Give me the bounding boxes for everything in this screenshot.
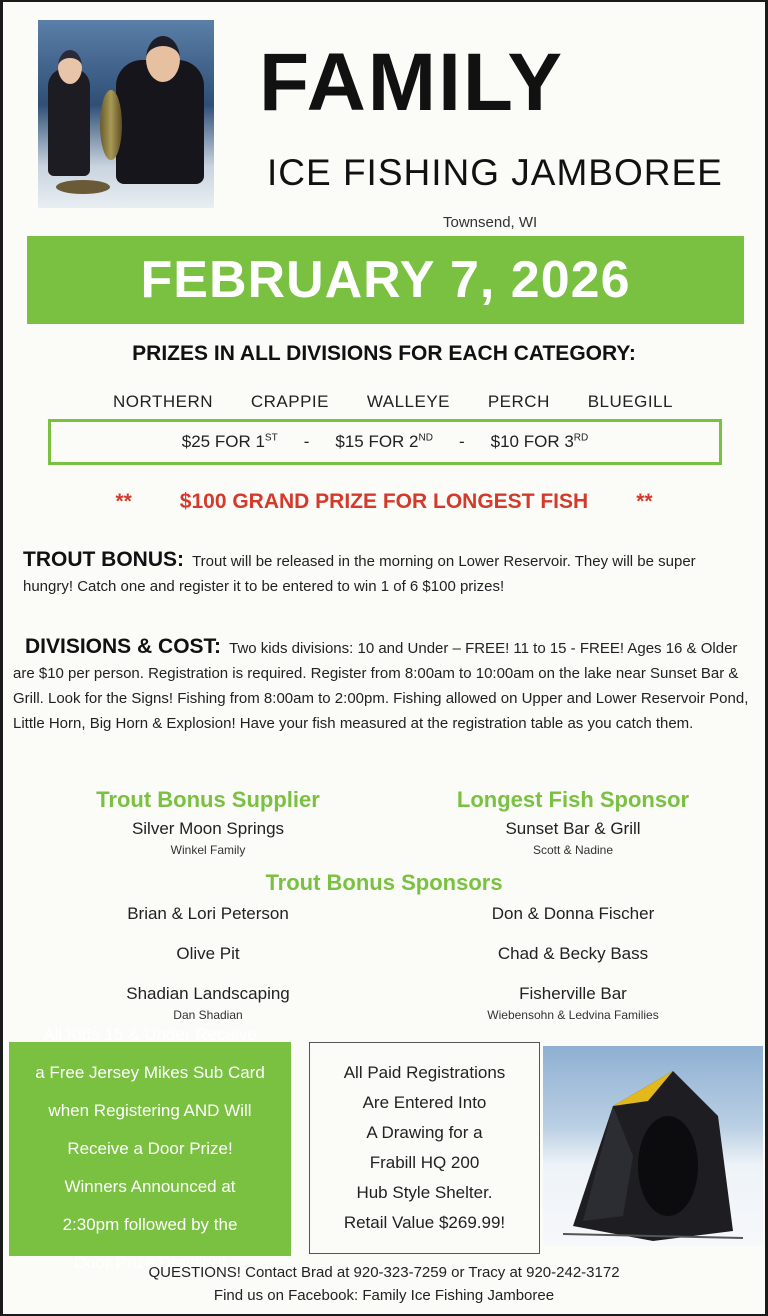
sponsor-sub: Dan Shadian [173, 1008, 243, 1022]
title-family: FAMILY [259, 37, 565, 128]
family-fishing-photo [38, 20, 214, 208]
second-prize: $15 FOR 2ND [335, 432, 433, 451]
trout-bonus-lead: TROUT BONUS: [23, 548, 184, 571]
trout-bonus-sponsors-heading: Trout Bonus Sponsors [265, 870, 503, 895]
drawing-line: A Drawing for a [366, 1123, 483, 1142]
location: Townsend, WI [443, 214, 538, 231]
category-item: WALLEYE [366, 392, 451, 411]
kids-line: a Free Jersey Mikes Sub Card [35, 1063, 265, 1082]
sponsor-name: Fisherville Bar [519, 984, 627, 1003]
third-prize: $10 FOR 3RD [490, 432, 589, 451]
event-date: FEBRUARY 7, 2026 [140, 251, 631, 309]
separator: - [303, 432, 310, 451]
divisions-cost [13, 634, 753, 736]
kids-line: Door Prize Drawing! [73, 1253, 227, 1272]
drawing-line: All Paid Registrations [343, 1063, 506, 1082]
trout-bonus [23, 547, 747, 599]
flyer [3, 2, 765, 1314]
drawing-line: Hub Style Shelter. [356, 1183, 493, 1202]
ice-shelter-photo [543, 1046, 763, 1246]
category-item: CRAPPIE [250, 392, 329, 411]
drawing-line: Retail Value $269.99! [343, 1213, 506, 1232]
sponsor-sub: Wiebensohn & Ledvina Families [487, 1008, 659, 1022]
drawing-box [309, 1042, 540, 1254]
drawing-line: Are Entered Into [362, 1093, 487, 1112]
sponsor-sub: Winkel Family [170, 843, 246, 857]
divisions-text: Two kids divisions: 10 and Under – FREE! 11 to 15 - FREE! Ages 16 & Older are $10 per person. Registration is required. Register from 8:00am to 10:00am on the lake near Sunset Bar & Grill. Look for the Signs! Fishing from 8:00am to 2:00pm. Fishing allowed on Upper and Lower Reservoir Pond, Little Horn, Big Horn & Explosion! Have your fish measured at the registration table as you catch them. [13, 640, 749, 732]
kids-line: 2:30pm followed by the [62, 1215, 238, 1234]
sponsor-name: Olive Pit [176, 944, 240, 963]
kids-line: All Kids 15 & Under Receive [43, 1025, 257, 1044]
kids-prize-box [9, 1025, 291, 1272]
kids-line: Receive a Door Prize! [67, 1139, 233, 1158]
fish-categories [113, 392, 673, 412]
separator: - [458, 432, 465, 451]
grand-prize [3, 490, 765, 514]
footer-questions: QUESTIONS! Contact Brad at 920-323-7259 or Tracy at 920-242-3172 [148, 1264, 620, 1281]
sponsor-name: Chad & Becky Bass [497, 944, 649, 963]
drawing-line: Frabill HQ 200 [369, 1153, 480, 1172]
ice-shelter-icon [543, 1046, 763, 1246]
longest-fish-sponsor [403, 787, 743, 857]
category-item: PERCH [487, 392, 550, 411]
date-banner [27, 236, 744, 324]
sponsor-name: Silver Moon Springs [131, 819, 285, 838]
sponsor-list-right [403, 898, 743, 1022]
first-prize: $25 FOR 1ST [181, 432, 278, 451]
kids-line: Winners Announced at [64, 1177, 236, 1196]
divisions-lead: DIVISIONS & COST: [25, 635, 222, 658]
stars-left: ** [115, 490, 132, 513]
grand-prize-text: $100 GRAND PRIZE FOR LONGEST FISH [179, 490, 589, 513]
title-subtitle: ICE FISHING JAMBOREE [267, 152, 723, 193]
sponsor-name: Don & Donna Fischer [491, 904, 655, 923]
kids-line: when Registering AND Will [48, 1101, 252, 1120]
sponsor-sub: Scott & Nadine [532, 843, 614, 857]
sponsor-name: Sunset Bar & Grill [505, 819, 641, 838]
sponsor-name: Brian & Lori Peterson [127, 904, 289, 923]
footer-facebook: Find us on Facebook: Family Ice Fishing Jamboree [213, 1287, 555, 1304]
longest-fish-heading: Longest Fish Sponsor [456, 787, 690, 812]
prizes-heading: PRIZES IN ALL DIVISIONS FOR EACH CATEGORY: [132, 342, 636, 365]
sponsor-name: Shadian Landscaping [126, 984, 290, 1003]
trout-bonus-text: Trout will be released in the morning on Lower Reservoir. They will be super hungry! Catch one and register it to be entered to win 1 of 6 $100 prizes! [23, 553, 696, 595]
prize-amounts-box [48, 419, 722, 465]
sponsor-list-left [43, 898, 373, 1022]
trout-supplier [43, 787, 373, 857]
category-item: BLUEGILL [587, 392, 673, 411]
trout-supplier-heading: Trout Bonus Supplier [96, 787, 320, 812]
stars-right: ** [636, 490, 653, 513]
category-item: NORTHERN [113, 392, 214, 411]
